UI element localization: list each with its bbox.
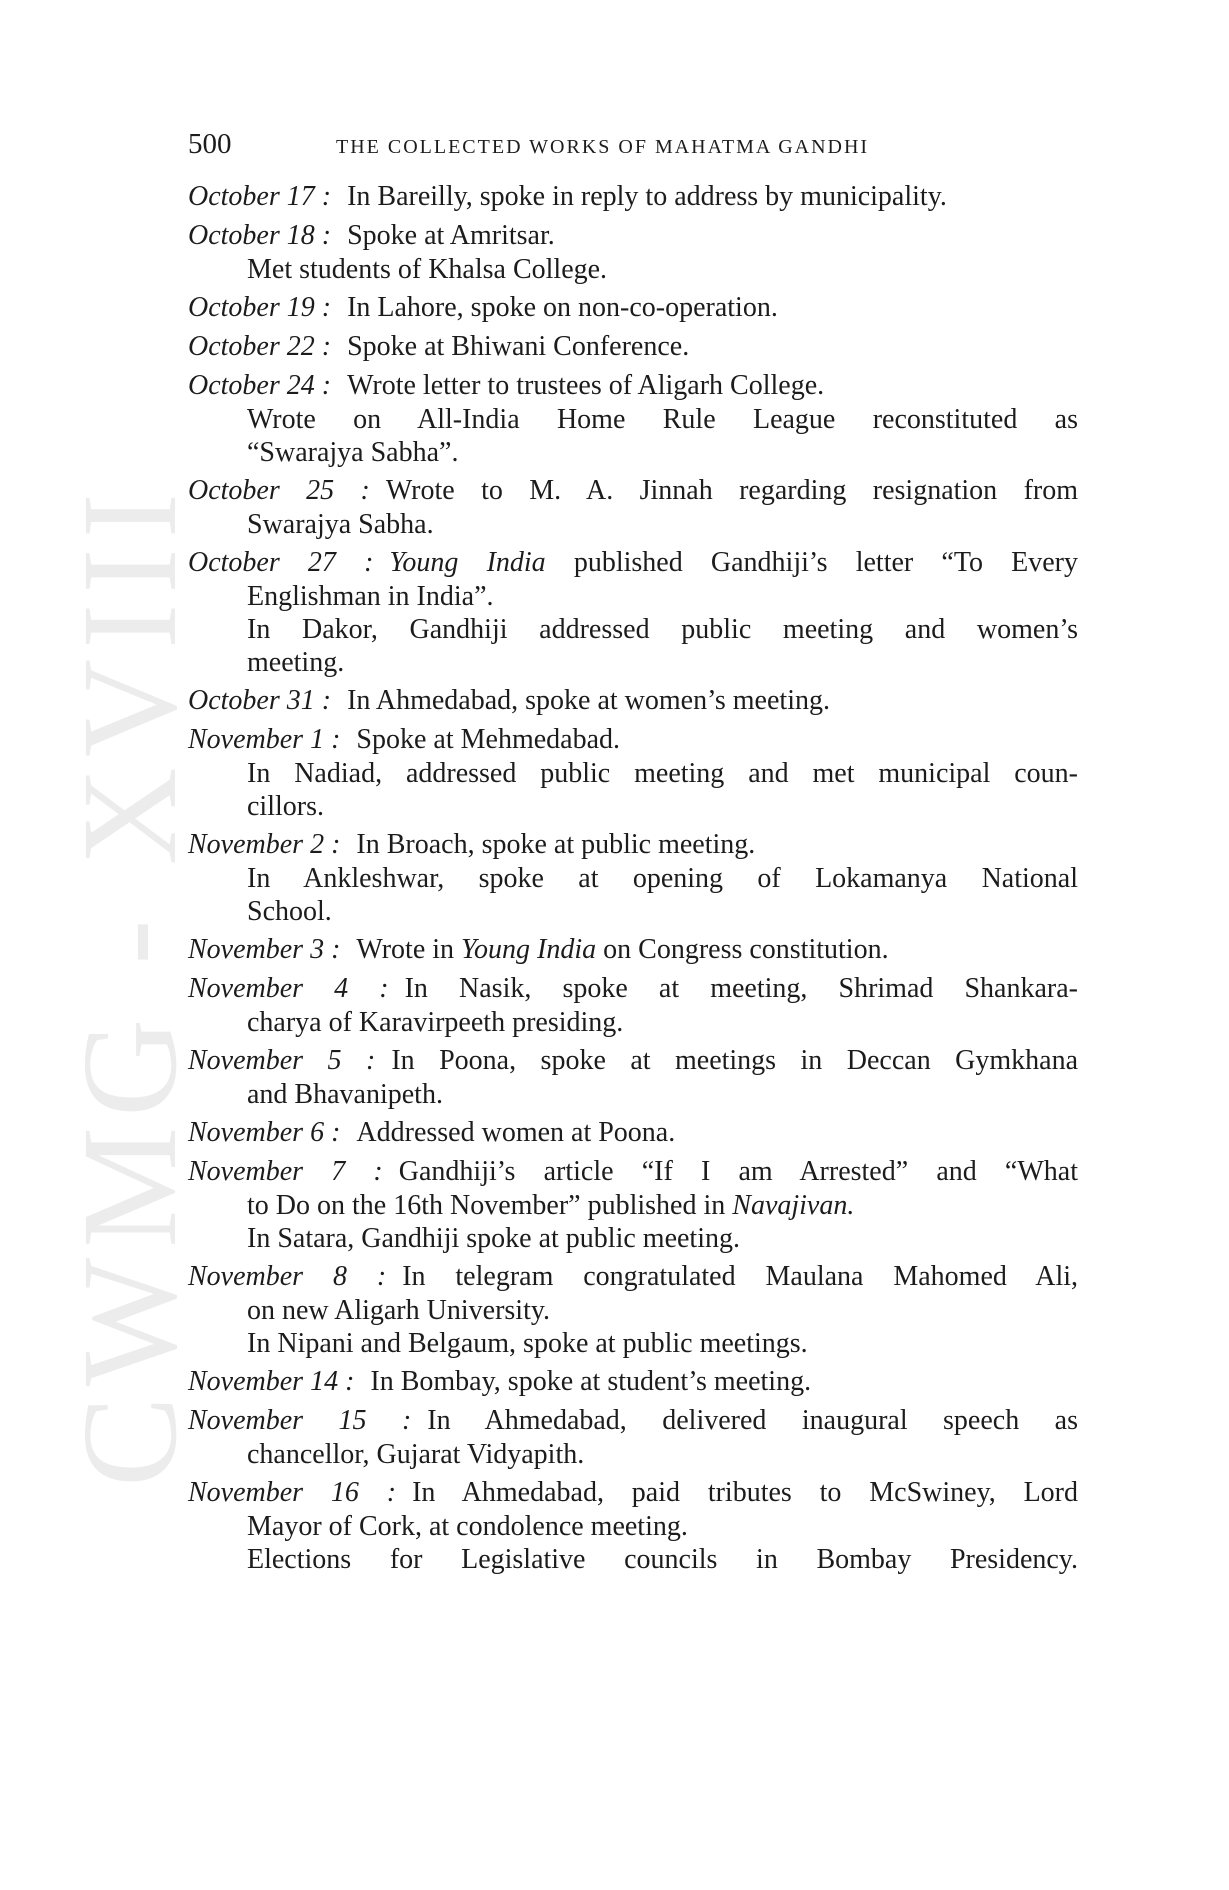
- entry-extra-continued: meeting.: [247, 647, 345, 678]
- entry-line: [188, 933, 1078, 967]
- chronology-entry: [188, 723, 1078, 823]
- entry-date: October 19 :: [188, 292, 332, 323]
- chronology-entry: [188, 828, 1078, 928]
- entry-text: Spoke at Amritsar.: [347, 220, 555, 251]
- entry-text: In Ahmedabad, paid tributes to McSwiney, Lord: [412, 1477, 1078, 1508]
- entry-date: October 31 :: [188, 685, 332, 716]
- running-title: THE COLLECTED WORKS OF MAHATMA GANDHI: [336, 136, 870, 158]
- entry-extra-continued: School.: [247, 896, 332, 927]
- entry-date: October 27 :: [188, 547, 374, 578]
- publication-title: Young India: [461, 934, 597, 965]
- entry-text: In telegram congratulated Maulana Mahomed Ali,: [402, 1261, 1078, 1292]
- chronology-entry: [188, 1260, 1078, 1360]
- entry-line: [188, 180, 1078, 214]
- entry-continuation: Swarajya Sabha.: [247, 509, 434, 540]
- entry-text: In Nasik, spoke at meeting, Shrimad Shankara-: [404, 973, 1078, 1004]
- entry-continuation: Englishman in India”.: [247, 581, 494, 612]
- entry-line: [188, 1044, 1078, 1078]
- entry-text: published Gandhiji’s letter “To Every: [545, 547, 1079, 578]
- entry-date: November 14 :: [188, 1366, 355, 1397]
- entry-line: [188, 1404, 1078, 1438]
- chronology-entry: [188, 330, 1078, 364]
- chronology-entry: [188, 546, 1078, 679]
- entry-line: [188, 291, 1078, 325]
- watermark-text: CWMG - XVIII: [55, 483, 205, 1487]
- entry-date: November 4 :: [188, 973, 389, 1004]
- entry-text: In Poona, spoke at meetings in Deccan Gymkhana: [391, 1045, 1078, 1076]
- chronology-entry: [188, 933, 1078, 967]
- entry-line: [188, 1476, 1078, 1510]
- entry-extra: In Nadiad, addressed public meeting and met municipal coun-: [247, 758, 1078, 789]
- entry-continuation-text: to Do on the 16th November” published in: [247, 1190, 733, 1221]
- entry-line: [188, 684, 1078, 718]
- entry-extra: In Satara, Gandhiji spoke at public meeting.: [247, 1223, 740, 1254]
- entry-date: October 18 :: [188, 220, 332, 251]
- chronology-entry: [188, 1404, 1078, 1471]
- entry-date: October 22 :: [188, 331, 332, 362]
- chronology-entry: [188, 219, 1078, 286]
- chronology-entry: [188, 291, 1078, 325]
- entry-text: Wrote in: [356, 934, 462, 965]
- entry-line: [188, 1260, 1078, 1294]
- entry-line: [188, 330, 1078, 364]
- chronology-entry: [188, 1116, 1078, 1150]
- entry-extra: Elections for Legislative councils in Bombay Presidency.: [247, 1544, 1078, 1575]
- entry-text: Spoke at Bhiwani Conference.: [347, 331, 690, 362]
- entry-continuation: and Bhavanipeth.: [247, 1079, 443, 1110]
- entry-extra: In Ankleshwar, spoke at opening of Lokamanya National: [247, 863, 1078, 894]
- entry-line: [188, 828, 1078, 862]
- entry-date: November 5 :: [188, 1045, 376, 1076]
- entry-line: [188, 1155, 1078, 1189]
- page-number: 500: [188, 128, 232, 160]
- entry-date: November 2 :: [188, 829, 341, 860]
- entry-extra: Met students of Khalsa College.: [247, 254, 608, 285]
- entry-extra: Wrote on All-India Home Rule League reconstituted as: [247, 404, 1078, 435]
- entry-line: [188, 972, 1078, 1006]
- publication-title: Young India: [389, 547, 546, 578]
- entry-text: In Bareilly, spoke in reply to address by municipality.: [347, 181, 947, 212]
- entry-date: October 25 :: [188, 475, 370, 506]
- entry-date: November 15 :: [188, 1405, 412, 1436]
- entry-text: Wrote letter to trustees of Aligarh College.: [347, 370, 825, 401]
- entry-date: November 3 :: [188, 934, 341, 965]
- entry-date: October 24 :: [188, 370, 332, 401]
- entry-text: Addressed women at Poona.: [356, 1117, 676, 1148]
- entry-extra: In Dakor, Gandhiji addressed public meeting and women’s: [247, 614, 1078, 645]
- entry-text: Gandhiji’s article “If I am Arrested” and “What: [398, 1156, 1078, 1187]
- entry-continuation: charya of Karavirpeeth presiding.: [247, 1007, 624, 1038]
- entry-continuation: chancellor, Gujarat Vidyapith.: [247, 1439, 585, 1470]
- entry-text: In Lahore, spoke on non-co-operation.: [347, 292, 778, 323]
- entry-continuation: [188, 1189, 1078, 1222]
- chronology-entry: [188, 474, 1078, 541]
- entry-line: [188, 369, 1078, 403]
- chronology-entry: [188, 369, 1078, 469]
- entry-text: In Ahmedabad, delivered inaugural speech as: [427, 1405, 1078, 1436]
- entry-line: [188, 474, 1078, 508]
- publication-title: Navajivan.: [732, 1190, 855, 1221]
- entry-text: Wrote to M. A. Jinnah regarding resignation from: [385, 475, 1078, 506]
- entry-line: [188, 723, 1078, 757]
- chronology-entry: [188, 972, 1078, 1039]
- entry-line: [188, 546, 1078, 580]
- entry-line: [188, 219, 1078, 253]
- entry-extra-continued: “Swarajya Sabha”.: [247, 437, 459, 468]
- entry-text: Spoke at Mehmedabad.: [356, 724, 620, 755]
- chronology-entry: [188, 684, 1078, 718]
- entry-extra: In Nipani and Belgaum, spoke at public meetings.: [247, 1328, 808, 1359]
- entry-text: on Congress constitution.: [596, 934, 889, 965]
- chronology-entry: [188, 1155, 1078, 1255]
- entry-date: November 6 :: [188, 1117, 341, 1148]
- entry-date: October 17 :: [188, 181, 332, 212]
- entry-line: [188, 1116, 1078, 1150]
- entry-continuation: on new Aligarh University.: [247, 1295, 551, 1326]
- chronology-entry: [188, 180, 1078, 214]
- entry-line: [188, 1365, 1078, 1399]
- entry-date: November 7 :: [188, 1156, 383, 1187]
- entry-text: In Bombay, spoke at student’s meeting.: [370, 1366, 812, 1397]
- chronology-list: [188, 180, 1078, 1581]
- chronology-entry: [188, 1044, 1078, 1111]
- page-header: [188, 128, 1088, 168]
- chronology-entry: [188, 1365, 1078, 1399]
- chronology-entry: [188, 1476, 1078, 1576]
- entry-continuation: Mayor of Cork, at condolence meeting.: [247, 1511, 688, 1542]
- entry-date: November 16 :: [188, 1477, 397, 1508]
- entry-text: In Ahmedabad, spoke at women’s meeting.: [347, 685, 830, 716]
- entry-date: November 1 :: [188, 724, 341, 755]
- entry-date: November 8 :: [188, 1261, 387, 1292]
- entry-extra-continued: cillors.: [247, 791, 324, 822]
- entry-text: In Broach, spoke at public meeting.: [356, 829, 756, 860]
